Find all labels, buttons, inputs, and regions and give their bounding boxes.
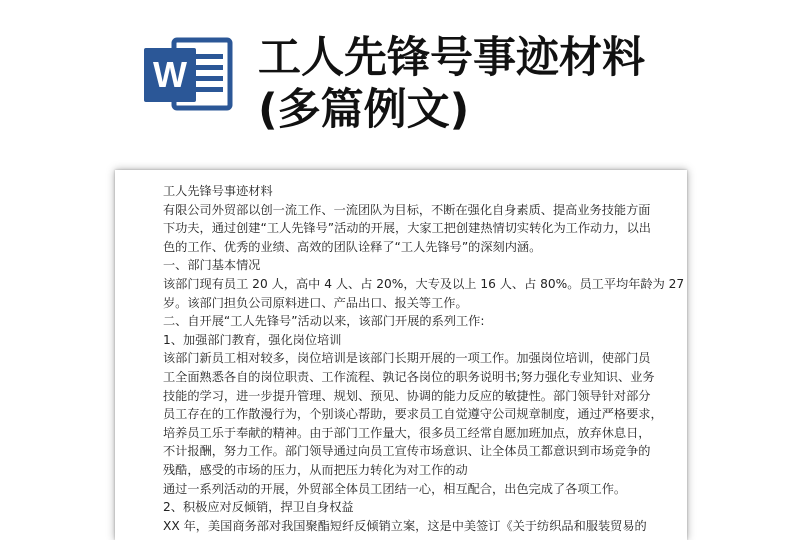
document-line: 通过一系列活动的开展，外贸部全体员工团结一心，相互配合，出色完成了各项工作。: [163, 481, 627, 496]
word-icon: [140, 34, 234, 114]
document-line: 工全面熟悉各自的岗位职责、工作流程、孰记各岗位的职务说明书;努力强化专业知识、业务: [163, 369, 655, 384]
document-line: 色的工作、优秀的业绩、高效的团队诠释了“工人先锋号”的深刻内涵。: [163, 239, 542, 254]
document-line: 员工存在的工作散漫行为，个别谈心帮助，要求员工自觉遵守公司规章制度，通过严格要求，: [163, 407, 663, 422]
document-line: 工人先锋号事迹材料: [163, 184, 273, 198]
document-body: [163, 182, 685, 535]
document-line: 岁。该部门担负公司原料进口、产品出口、报关等工作。: [163, 295, 468, 310]
document-line: 有限公司外贸部以创一流工作、一流团队为目标，不断在强化自身素质、提高业务技能方面: [163, 202, 651, 217]
document-page: [115, 170, 687, 540]
title-line-2: (多篇例文): [258, 85, 470, 135]
document-line: 该部门现有员工 20 人，高中 4 人、占 20%，大专及以上 16 人、占 80%。员工平均年龄为 27: [163, 276, 685, 291]
document-line: XX 年，美国商务部对我国聚酯短纤反倾销立案，这是中美签订《关于纺织品和服装贸易的: [163, 518, 647, 533]
document-line: 一、部门基本情况: [163, 258, 261, 273]
document-line: 1、加强部门教育，强化岗位培训: [163, 332, 342, 347]
document-line: 2、积极应对反倾销，捍卫自身权益: [163, 500, 354, 515]
document-line: 下功夫，通过创建“工人先锋号”活动的开展，大家工把创建热情切实转化为工作动力，以出: [163, 221, 651, 236]
document-line: 培养员工乐于奉献的精神。由于部门工作量大，很多员工经常自愿加班加点，放弃休息日，: [163, 425, 651, 440]
page-title: [258, 32, 778, 136]
title-line-1: 工人先锋号事迹材料: [258, 33, 645, 83]
header: [0, 0, 800, 150]
document-line: 不计报酬，努力工作。部门领导通过向员工宣传市场意识、让全体员工都意识到市场竞争的: [163, 444, 651, 459]
document-line: 二、自开展“工人先锋号”活动以来，该部门开展的系列工作:: [163, 314, 485, 329]
document-line: 该部门新员工相对较多，岗位培训是该部门长期开展的一项工作。加强岗位培训，使部门员: [163, 351, 651, 366]
word-icon-letter: W: [153, 54, 187, 95]
document-line: 技能的学习，进一步提升管理、规划、预见、协调的能力反应的敏捷性。部门领导针对部分: [163, 388, 651, 403]
document-line: 残酷，感受的市场的压力，从而把压力转化为对工作的动: [163, 462, 468, 477]
